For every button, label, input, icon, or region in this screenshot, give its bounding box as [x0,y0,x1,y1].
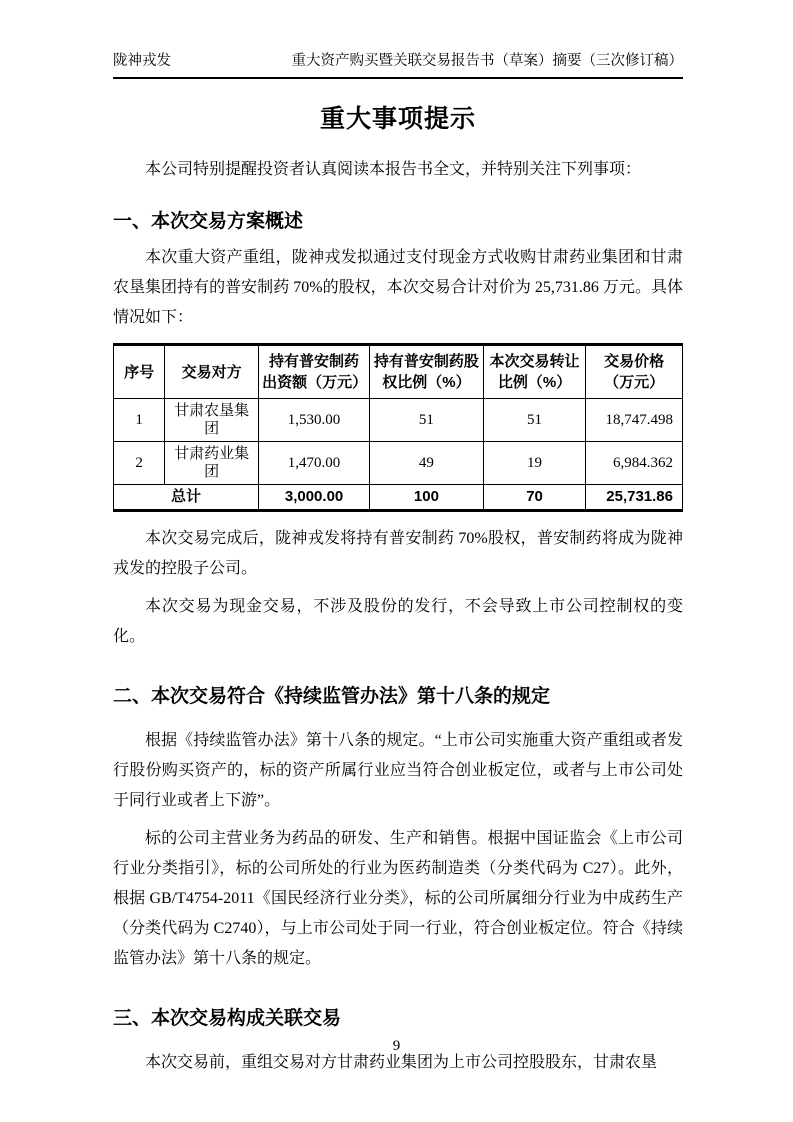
cell-index: 1 [114,399,165,442]
cell-counterparty: 甘肃药业集团 [165,442,259,485]
page-title: 重大事项提示 [319,105,476,133]
section-heading-3: 三、本次交易构成关联交易 [113,1008,342,1029]
section2-paragraph-2: 标的公司主营业务为药品的研发、生产和销售。根据中国证监会《上市公司行业分类指引》，标的公司所处的行业为医药制造类（分类代码为 C27）。此外，根据 GB/T4754-2011《国民经济行业分类》，标的公司所属细分行业为中成药生产（分类代码为 C2740），与上市公司处于同一行业，符合创业板定位。符合《持续监管办法》第十八条的规定。 [113,830,683,967]
cell-transfer-ratio: 51 [483,399,585,442]
table-header-row [114,345,683,399]
table-row [114,442,683,485]
page-header [113,52,683,79]
cell-price: 18,747.498 [586,399,683,442]
col-header-equity-ratio: 持有普安制药股权比例（%） [370,345,484,399]
transaction-table [113,343,683,512]
intro-paragraph: 本公司特别提醒投资者认真阅读本报告书全文，并特别关注下列事项： [145,161,642,178]
cell-total-label: 总计 [114,485,259,511]
section1-paragraph-1: 本次重大资产重组，陇神戎发拟通过支付现金方式收购甘肃药业集团和甘肃农垦集团持有的普安制药 70%的股权，本次交易合计对价为 25,731.86 万元。具体情况如下： [113,249,683,326]
cell-equity-ratio: 51 [370,399,484,442]
col-header-index: 序号 [114,345,165,399]
page-number: 9 [392,1038,401,1054]
cell-index: 2 [114,442,165,485]
cell-capital: 1,470.00 [259,442,370,485]
section-heading-1: 一、本次交易方案概述 [113,211,304,232]
header-company-name: 陇神戎发 [113,53,171,69]
cell-equity-ratio: 49 [370,442,484,485]
table-total-row [114,485,683,511]
col-header-transfer-ratio: 本次交易转让比例（%） [483,345,585,399]
header-doc-title: 重大资产购买暨关联交易报告书（草案）摘要（三次修订稿） [291,53,683,69]
col-header-counterparty: 交易对方 [165,345,259,399]
section3-paragraph-1: 本次交易前，重组交易对方甘肃药业集团为上市公司控股股东，甘肃农垦 [145,1054,658,1071]
cell-capital: 1,530.00 [259,399,370,442]
cell-total-capital: 3,000.00 [259,485,370,511]
section-heading-2: 二、本次交易符合《持续监管办法》第十八条的规定 [113,686,551,707]
cell-counterparty: 甘肃农垦集团 [165,399,259,442]
table-row [114,399,683,442]
cell-price: 6,984.362 [586,442,683,485]
col-header-price: 交易价格（万元） [586,345,683,399]
section1-paragraph-2: 本次交易完成后，陇神戎发将持有普安制药 70%股权，普安制药将成为陇神戎发的控股子公司。 [113,530,683,577]
cell-transfer-ratio: 19 [483,442,585,485]
section1-paragraph-3: 本次交易为现金交易，不涉及股份的发行，不会导致上市公司控制权的变化。 [113,598,683,645]
section2-paragraph-1: 根据《持续监管办法》第十八条的规定。“上市公司实施重大资产重组或者发行股份购买资产的，标的资产所属行业应当符合创业板定位，或者与上市公司处于同行业或者上下游”。 [113,732,683,809]
cell-total-price: 25,731.86 [586,485,683,511]
cell-total-transfer-ratio: 70 [483,485,585,511]
col-header-capital: 持有普安制药出资额（万元） [259,345,370,399]
cell-total-equity-ratio: 100 [370,485,484,511]
